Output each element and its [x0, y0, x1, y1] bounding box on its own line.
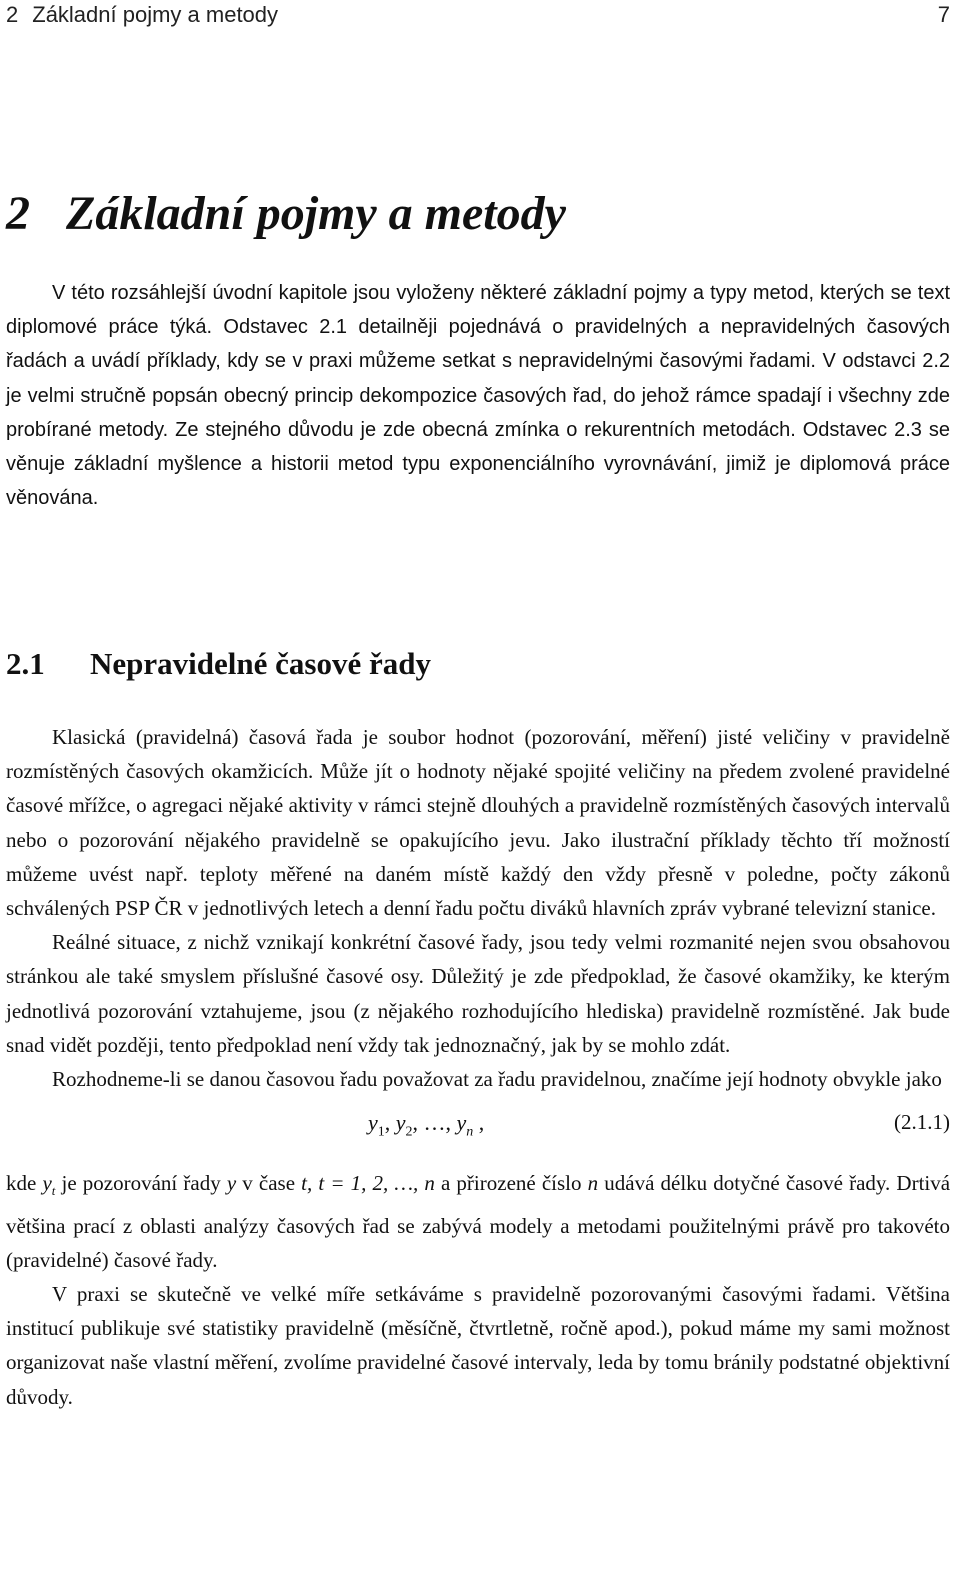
running-header-title [6, 0, 278, 30]
running-header-chapter-number: 2 [6, 2, 19, 27]
paragraph-regular-series: Klasická (pravidelná) časová řada je soubor hodnot (pozorování, měření) jisté veličiny v pravidelně rozmístěných časových okamžicích. Může jít o hodnoty nějaké spojité veličiny na předem zvolené pravidelné časové mřížce, o agregaci nějaké aktivity v rámci stejně dlouhých a pravidelně rozmístěných časových intervalů nebo o pozorování nějakého pravidelně se opakujícího jevu. Jako ilustrační příklady těchto tří možností můžeme uvést např. teploty měřené na daném místě každý den vždy přesně v poledne, počty zákonů schválených PSP ČR v jednotlivých letech a denní řadu počtu diváků hlavních zpráv vybrané televizní stanice. [6, 725, 950, 921]
paragraph-practice: V praxi se skutečně ve velké míře setkáváme s pravidelně pozorovanými časovými řadami. Většina institucí publikuje své statistiky pravidelně (měsíčně, čtvrtletně, ročně apod.), pokud máme my sami možnost organizovat naše vlastní měření, zvolíme pravidelné časové intervaly, leda by tomu bránily podstatné objektivní důvody. [6, 1282, 950, 1409]
chapter-title [6, 186, 566, 242]
section-body [6, 720, 950, 1414]
section-title-text: Nepravidelné časové řady [90, 646, 431, 681]
equation-number: (2.1.1) [894, 1110, 950, 1135]
running-header-chapter-title: Základní pojmy a metody [32, 2, 279, 27]
page-number: 7 [937, 2, 950, 27]
section-number: 2.1 [6, 646, 45, 681]
paragraph-real-situations: Reálné situace, z nichž vznikají konkrétní časové řady, jsou tedy velmi rozmanité nejen svou obsahovou stránkou ale také smyslem příslušné časové osy. Důležitý je zde předpoklad, že časové okamžiky, ke kterým jednotlivá pozorování vztahujeme, jsou (z nějakého rozhodujícího hlediska) pravidelně rozmístěné. Jak bude snad vidět později, tento předpoklad není vždy tak jednoznačný, jak by se mohlo zdát. [6, 930, 950, 1057]
math-yt: $y_t$ [42, 1171, 56, 1199]
math-t-range: t = 1, 2, …, n [318, 1171, 435, 1196]
equation-2-1-1 [6, 1096, 950, 1166]
intro-block [6, 276, 950, 515]
intro-paragraph: V této rozsáhlejší úvodní kapitole jsou vyloženy některé základní pojmy a typy metod, kterých se text diplomové práce týká. Odstavec 2.1 detailněji pojednává o pravidelných a nepravidelných časových řadách a uvádí příklady, kdy se v praxi můžeme setkat s nepravidelnými časovými řadami. V odstavci 2.2 je velmi stručně popsán obecný princip dekompozice časových řad, do jehož rámce spadají i všechny zde probírané metody. Ze stejného důvodu je zde obecná zmínka o rekurentních metodách. Odstavec 2.3 se věnuje základní myšlence a historii metod typu exponenciálního vyrovnávání, jimiž je diplomová práce věnována. [6, 282, 950, 510]
chapter-title-text: Základní pojmy a metody [66, 187, 566, 240]
paragraph-notation: Rozhodneme-li se danou časovou řadu považovat za řadu pravidelnou, značíme její hodnoty obvykle jako [52, 1067, 942, 1092]
running-header [6, 0, 950, 30]
section-title [6, 644, 431, 684]
equation-expression: $y_1$, $y_2$, …, $y_n$ , [368, 1110, 485, 1140]
chapter-number: 2 [6, 187, 30, 240]
paragraph-definition: kde $y_t$ je pozorování řady y v čase t, t = 1, 2, …, n a přirozené číslo n udává délku dotyčné časové řady. Drtivá většina prací z oblasti analýzy časových řad se zabývá modely a metodami použitelnými právě pro takovéto (pravidelné) časové řady. [6, 1171, 951, 1272]
